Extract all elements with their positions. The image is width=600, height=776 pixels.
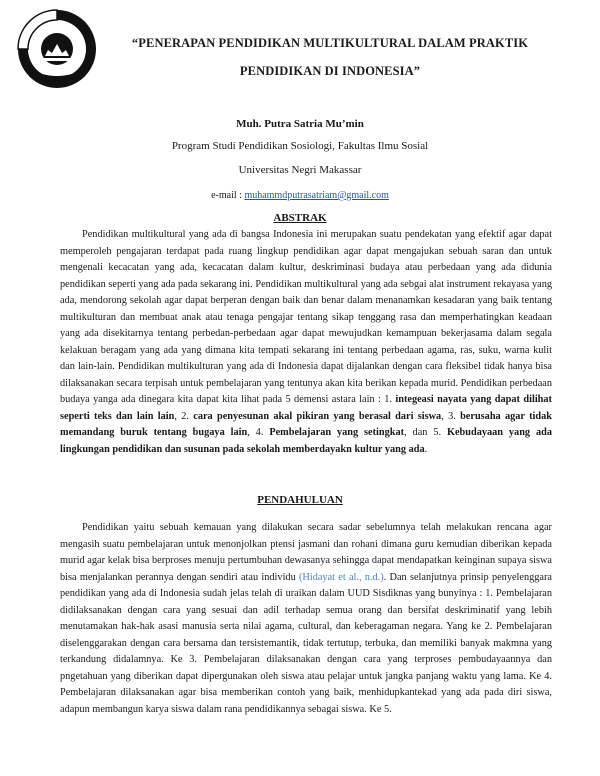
abstract-text-6: . bbox=[424, 443, 428, 455]
introduction-text-2: . Dan selanjutnya prinsip penyelenggara pendidikan yang ada di Indonesia sudah jelas telah di uraikan dalam UUD Sisdiknas yang bunyinya : 1. Pembelajaran didilaksanakan dengan cara yang sesuai dan adil terhadap semua orang dan bersifat deskriminatif yang lebih menutamakan hak-hak asasi manusia serta nilai agama, cultural, dan keberagaman negara. Yang ke 2. Pembelajaran diselenggarakan dengan cara bersama dan tersistemantik, tidak tertutup, terbuka, dan memiliki banyak makmna yang terkandung didalamnya. Ke 3. Pembelajaran dilaksanakan dengan cara yang terproses pembudayaannya dan pngetahuan yang diberikan dapat dipergunakan oleh siswa atau pelajar untuk jangka panjang waktu yang lama. Ke 4. Pembelajaran dilaksanakan agar bisa memberikan contoh yang baik, menhidupkantekad yang ada pada diri siswa, adapun membangun karya siswa dalam rana pendidikannya sebagai siswa. Ke 5. bbox=[60, 571, 552, 715]
abstract-text-5: , dan 5. bbox=[404, 427, 447, 438]
abstract-dimension-4: Pembelajaran yang setingkat bbox=[269, 427, 405, 438]
introduction-paragraph bbox=[60, 520, 552, 718]
email-line bbox=[0, 190, 600, 201]
abstract-dimension-1: integeasi nayata yang dapat dilihat seperti teks dan lain lain bbox=[60, 394, 552, 422]
abstract-text-1: Pendidikan multikultural yang ada di bangsa Indonesia ini merupakan suatu pendekatan yang efektif agar dapat memperoleh pengajaran terdapat pada ruang lingkup pendidikan agar dapat mengajukan sebuah saran dan untuk mengenali kecacatan yang ada, kecacatan dalam kultur, deskriminasi budaya atau perbedaan yang ada didunia pendidikan seperti yang ada pada sekarang ini. Pendidikan multikultural yang ada sebgai alat instrument rekayasa yang ada, mendorong sekolah agar dapat berperan dengan baik dan benar dalam menanamkan kesadaran yang baik tentang multikulturan dan membuat anak atau tenaga pengajar tentang sikap tenggang rasa dan memperhatingkan keadaan yang ada disekitarnya tentang perbedan-perbedaan agar dapat mewujudkan kemampuan bekerjasama dalam segala kelakuan beragam yang ada yang dimana kita tempati sekarang ini tentang perbedaan agama, ras, suku, warna kulit dan lain-lain. Pendidikan multikulturan yang ada di Indonesia dapat dijalankan dengan cara fleksibel tidak hanya bisa dilaksanakan secara terpisah untuk pembelajaran yang tentunya akan kita berikan kepada murid. Pendidikan perbedaan budaya yanga ada dinegara kita dapat kita lihat pada 5 demensi astara lain : 1. bbox=[60, 229, 552, 405]
abstract-heading: ABSTRAK bbox=[273, 212, 327, 224]
introduction-heading: PENDAHULUAN bbox=[257, 494, 343, 506]
email-link[interactable]: muhammdputrasatriam@gmail.com bbox=[244, 190, 389, 201]
citation-link[interactable]: (Hidayat et al., n.d.) bbox=[298, 571, 384, 583]
author-name: Muh. Putra Satria Mu’min bbox=[236, 118, 364, 130]
university-name: Universitas Negri Makassar bbox=[238, 164, 362, 176]
abstract-paragraph bbox=[60, 227, 552, 458]
abstract-dimension-5: Kebudayaan yang ada lingkungan pendidikan dan susunan pada sekolah memberdayakn kultur yang ada bbox=[60, 427, 552, 455]
paper-title-line-1: “PENERAPAN PENDIDIKAN MULTIKULTURAL DALAM PRAKTIK bbox=[131, 36, 529, 50]
introduction-text-1: Pendidikan yaitu sebuah kemauan yang dilakukan secara sadar sebelumnya telah melakukan rencana agar mengasih suatu pembelajaran untuk menonjolkan ptensi jasmani dan rohani dimana guru kemudian diberikan kepada murid agar kelak bisa berproses menuju pertumbuhan dewasanya sehingga dapat mendapatkan keinginan supaya siswa bisa menjalankan perannya dengan sendiri atau individu bbox=[60, 522, 552, 583]
abstract-text-4: , 4. bbox=[247, 427, 270, 438]
university-logo-icon bbox=[14, 6, 100, 92]
abstract-text-2: , 2. bbox=[174, 410, 194, 422]
email-label: e-mail : bbox=[211, 190, 245, 201]
abstract-text-3: , 3. bbox=[441, 410, 461, 422]
study-program: Program Studi Pendidikan Sosiologi, Fakultas Ilmu Sosial bbox=[171, 140, 429, 152]
paper-title-line-2: PENDIDIKAN DI INDONESIA” bbox=[239, 64, 421, 78]
abstract-dimension-3: berusaha agar tidak memandang buruk tentang bugaya lain bbox=[60, 410, 552, 438]
abstract-dimension-2: cara penyesunan akal pikiran yang berasal dari siswa bbox=[193, 410, 442, 422]
